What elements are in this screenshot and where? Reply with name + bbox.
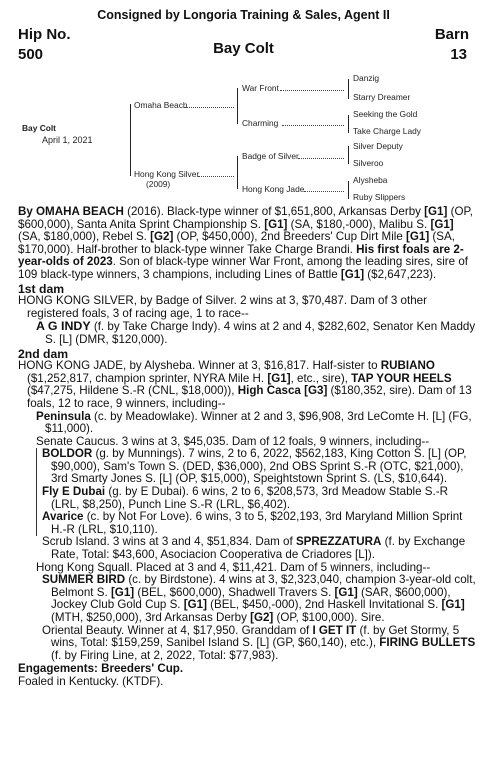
pedigree-leader — [184, 107, 234, 108]
text-run: (g. by Munnings). 7 wins, 2 to 6, 2022, $562,183, King Cotton S. [L] (OP, $90,000), Sam's Town S. (DED, $36,000), 2nd OBS Sprint S.-R (OTC, $21,000), 3rd Smarty Jones S. [L] (OP, $15,000), Speightstown Sprint S. (LS, $10,644). — [51, 447, 467, 486]
text-run: (g. by E Dubai). 6 wins, 2 to 6, $208,573, 3rd Meadow Stable S.-R (LRL, $8,250), Punch Line S.-R (LRL, $6,402). — [51, 485, 448, 511]
text-run: ($1,252,817, champion sprinter, NYRA Mile H. — [27, 371, 268, 385]
text-run: (c. by Birdstone). 4 wins at 3, $2,323,040, champion 3-year-old colt, Belmont S. — [51, 573, 476, 599]
second-dam-heading: 2nd dam — [18, 346, 69, 361]
pedigree-bracket — [348, 115, 349, 133]
produce-fly-e-dubai — [42, 486, 476, 511]
grade-badge: [G1] — [430, 217, 454, 231]
text-run: Scrub Island. 3 wins at 3 and 4, $51,834. Dam of — [42, 535, 296, 549]
grade-badge: [G1] — [183, 598, 207, 612]
text-run: (OP, $100,000). Sire. — [273, 611, 385, 624]
grade-badge: [G1] — [424, 205, 448, 218]
pedigree-dam-year: (2009) — [146, 179, 171, 189]
pedigree-sire-dam: Charming — [242, 118, 279, 128]
text-run: ($47,275, Hildene S.-R (CNL, $18,000)), — [27, 384, 238, 398]
pedigree-dam-dam: Hong Kong Jade — [242, 184, 305, 194]
text-run: (SA, $180,-000), Malibu S. — [287, 217, 431, 231]
text-run: (OP, $450,000), 2nd Breeders' Cup Dirt Mile — [173, 230, 407, 244]
grade-badge: [G2] — [150, 230, 174, 244]
produce-hong-kong-squall: Hong Kong Squall. Placed at 3 and 4, $11,421. Dam of 5 winners, including-- — [36, 560, 431, 574]
text-run: (BEL, $450,-000), 2nd Haskell Invitational S. — [206, 598, 442, 612]
produce-avarice — [42, 511, 476, 536]
horse-name: Peninsula — [36, 409, 91, 423]
grade-badge: [G1] — [110, 585, 135, 599]
pedigree-ggp-7: Alysheba — [353, 175, 388, 185]
hip-label: Hip No. — [18, 26, 71, 43]
text-run: (f. by Take Charge Indy). 4 wins at 2 and 4, $282,602, Senator Ken Maddy S. [L] (DMR, $120,000). — [45, 320, 476, 346]
horse-name: A G INDY — [36, 319, 91, 334]
sire-name: By OMAHA BEACH — [18, 205, 124, 218]
text-run: . Son of black-type winner War Front, among the leading sires, sire of 109 black-type winners, 3 champions, including Lines of Battle — [18, 255, 469, 281]
senate-caucus-produce — [36, 448, 476, 536]
grade-badge: [G1] — [264, 217, 288, 231]
text-run: (f. by Get Stormy, 5 wins, Total: $159,259, Sanibel Island S. [L] (GP, $60,140), etc.), — [51, 623, 460, 650]
text-run: (BEL, $600,000), Shadwell Travers S. — [134, 585, 335, 599]
pedigree-leader — [198, 176, 234, 177]
pedigree-leader — [282, 125, 344, 126]
pedigree-ggp-4: Take Charge Lady — [353, 126, 421, 136]
pedigree-ggp-5: Silver Deputy — [353, 141, 403, 151]
text-run: ($180,352, sire). Dam of 13 foals, 12 to race, 9 winners, including-- — [27, 384, 472, 410]
pedigree-ggp-1: Danzig — [353, 73, 380, 83]
horse-name: Avarice — [42, 510, 84, 524]
pedigree-bracket — [348, 181, 349, 199]
horse-name: TAP YOUR HEELS — [351, 371, 452, 385]
produce-peninsula — [36, 411, 476, 436]
pedigree-subject: Bay Colt — [22, 123, 56, 133]
text-run: ($2,647,223). — [364, 267, 437, 281]
barn-number: 13 — [450, 46, 467, 63]
grade-badge: [G3] — [304, 384, 328, 398]
horse-name: FIRING BULLETS — [379, 636, 476, 650]
pedigree-ggp-3: Seeking the Gold — [353, 109, 418, 119]
grade-badge: [G1] — [441, 598, 465, 612]
horse-name: RUBIANO — [380, 359, 435, 373]
pedigree-dam: Hong Kong Silver — [134, 169, 200, 179]
text-run: Oriental Beauty. Winner at 4, $17,950. Granddam of — [42, 623, 313, 637]
pedigree-bracket — [237, 88, 238, 124]
produce-agindy — [36, 320, 476, 346]
grade-badge: [G1] — [340, 267, 365, 281]
grade-badge: [G1] — [267, 371, 291, 385]
produce-boldor — [42, 448, 476, 486]
horse-name: I GET IT — [312, 623, 357, 637]
catalogue-page-body — [18, 206, 476, 689]
pedigree-dam-sire: Badge of Silver — [242, 151, 299, 161]
grade-badge: [G1] — [334, 585, 358, 599]
text-run: (c. by Meadowlake). Winner at 2 and 3, $96,908, 3rd LeComte H. [L] (FG, $11,000). — [45, 409, 472, 436]
pedigree-leader — [298, 158, 344, 159]
first-dam-heading: 1st dam — [18, 281, 65, 296]
produce-oriental-beauty — [42, 625, 476, 663]
horse-name: Fly E Dubai — [42, 485, 106, 499]
text-run: (SAR, $600,000), Jockey Club Gold Cup S. — [51, 585, 451, 612]
produce-summer-bird — [42, 574, 476, 624]
foaling-date: April 1, 2021 — [42, 135, 93, 145]
text-run: HONG KONG JADE, by Alysheba. Winner at 3, $16,817. Half-sister to — [18, 359, 381, 373]
grade-badge: [G1] — [406, 230, 430, 244]
text-run: (f. by Exchange Rate, Total: $43,600, Asociacion Cooperativa de Criadores [L]). — [51, 535, 466, 562]
barn-label: Barn — [434, 26, 469, 43]
pedigree-ggp-2: Starry Dreamer — [353, 92, 411, 102]
consignor-line: Consigned by Longoria Training & Sales, Agent II — [97, 8, 390, 22]
text-run: (SA, $170,000). Half-brother to black-type winner Take Charge Brandi. — [18, 230, 455, 256]
foaled-in: Foaled in Kentucky. (KTDF). — [18, 674, 164, 688]
pedigree-leader — [304, 191, 344, 192]
text-run: (MTH, $250,000), 3rd Arkansas Derby — [51, 611, 251, 624]
text-run: (f. by Firing Line, at 2, 2022, Total: $77,983). — [51, 648, 279, 662]
pedigree-sire-sire: War Front — [242, 83, 279, 93]
horse-name: SPREZZATURA — [295, 535, 382, 549]
horse-name: SUMMER BIRD — [42, 573, 126, 587]
grade-badge: [G2] — [250, 611, 274, 624]
pedigree-ggp-8: Ruby Slippers — [353, 192, 406, 202]
pedigree-bracket — [237, 156, 238, 189]
first-foals-note: His first foals are 2-year-olds of 2023 — [18, 242, 464, 269]
pedigree-bracket — [130, 104, 131, 176]
text-run: , etc., sire), — [290, 371, 352, 385]
second-dam-paragraph — [18, 360, 476, 410]
text-run: (OP, $600,000), Santa Anita Sprint Championship S. — [18, 205, 473, 231]
produce-scrub-island — [42, 536, 476, 561]
text-run: (SA, $180,000), Rebel S. — [18, 230, 151, 244]
first-dam-paragraph: HONG KONG SILVER, by Badge of Silver. 2 wins at 3, $70,487. Dam of 3 other registered foals, 3 of racing age, 1 to race-- — [18, 294, 427, 320]
pedigree-bracket — [348, 146, 349, 164]
horse-name: BOLDOR — [42, 447, 93, 461]
text-run: (2016). Black-type winner of $1,651,800, Arkansas Derby — [123, 205, 425, 218]
horse-name: High Casca — [237, 384, 301, 398]
produce-senate-caucus: Senate Caucus. 3 wins at 3, $45,035. Dam of 12 foals, 9 winners, including-- — [36, 434, 430, 448]
pedigree-ggp-6: Silveroo — [353, 158, 384, 168]
hip-number: 500 — [18, 46, 44, 63]
pedigree-bracket — [348, 79, 349, 99]
text-run: (c. by Not For Love). 6 wins, 3 to 5, $202,193, 3rd Maryland Million Sprint H.-R (LRL, $10,110). — [51, 510, 463, 536]
engagements: Engagements: Breeders' Cup. — [18, 662, 184, 676]
horse-description: Bay Colt — [213, 40, 274, 57]
pedigree-sire: Omaha Beach — [134, 100, 188, 110]
sire-paragraph — [18, 206, 476, 282]
pedigree-leader — [280, 90, 344, 91]
